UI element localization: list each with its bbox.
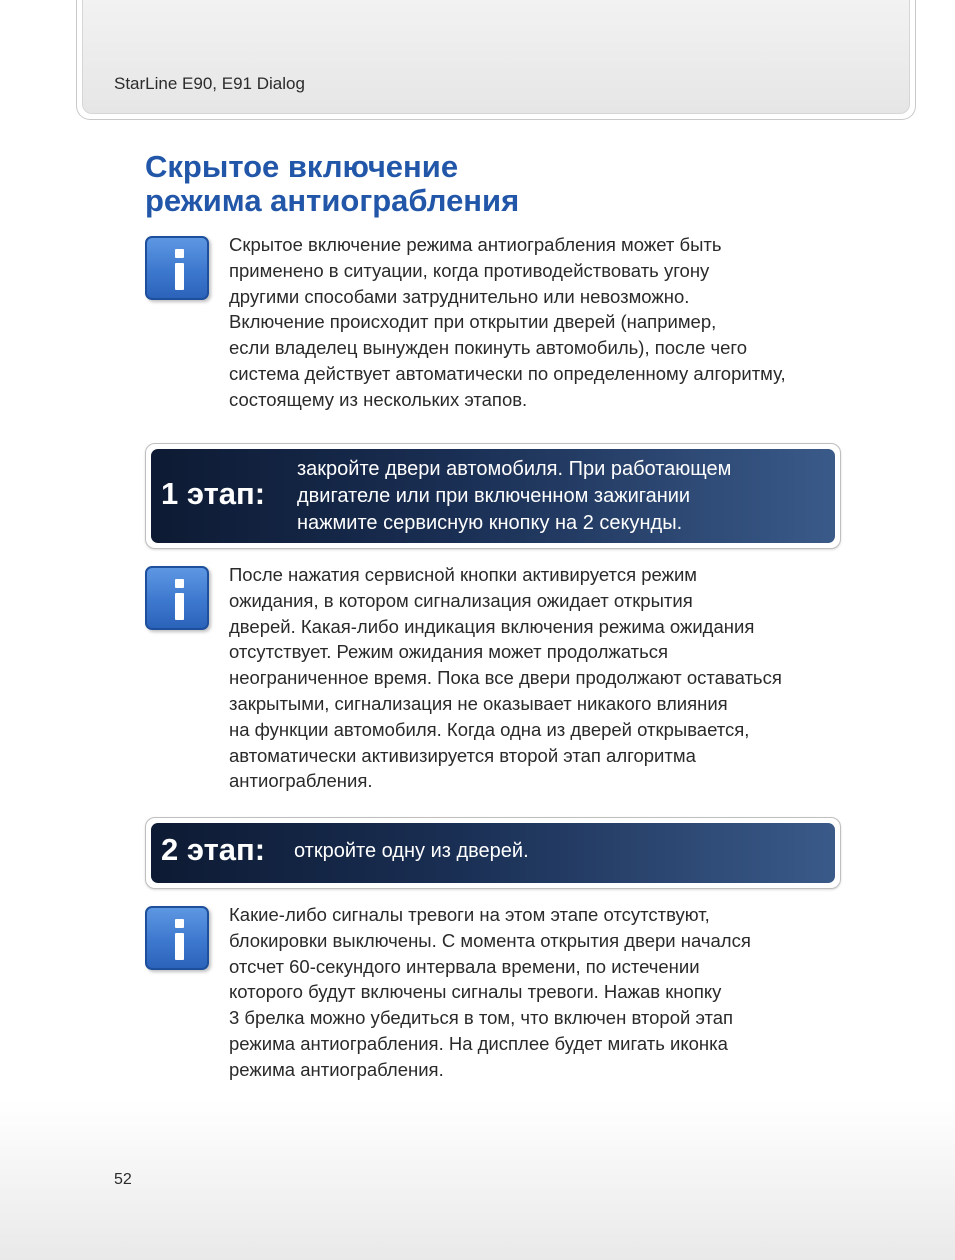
paragraph-line: дверей. Какая-либо индикация включения режима ожидания: [229, 615, 755, 637]
paragraph-line: антиограбления.: [229, 770, 373, 792]
stage-text-line: двигателе или при включенном зажигании: [297, 485, 691, 507]
paragraph-line: После нажатия сервисной кнопки активируется режим: [229, 564, 698, 585]
info-icon: [145, 236, 209, 300]
paragraph-line: которого будут включены сигналы тревоги. Нажав кнопку: [229, 981, 722, 1003]
info-icon: [145, 566, 209, 630]
paragraph-line: закрытыми, сигнализация не оказывает никакого влияния: [229, 692, 728, 714]
paragraph-line: система действует автоматически по определенному алгоритму,: [229, 362, 786, 384]
stage-1-text: [297, 456, 731, 537]
paragraph-line: автоматически активизируется второй этап алгоритма: [229, 744, 696, 766]
header-frame: [76, 0, 916, 120]
stage-1-box: [145, 443, 841, 549]
paragraph-line: отсчет 60-секундого интервала времени, по истечении: [229, 955, 700, 977]
stage-1-label: 1 этап:: [161, 476, 266, 511]
paragraph-line: режима антиограбления. На дисплее будет мигать иконка: [229, 1032, 728, 1054]
paragraph-line: 3 брелка можно убедиться в том, что включен второй этап: [229, 1007, 734, 1029]
page-title-line: Скрытое включение: [145, 149, 459, 184]
paragraph-line: Какие-либо сигналы тревоги на этом этапе отсутствуют,: [229, 904, 710, 925]
page-title-line: режима антиограбления: [145, 183, 520, 218]
paragraph-line: на функции автомобиля. Когда одна из дверей открывается,: [229, 718, 750, 740]
paragraph-line: блокировки выключены. С момента открытия двери начался: [229, 929, 751, 951]
stage-2-box: [145, 817, 841, 889]
info-paragraph: [229, 562, 782, 794]
info-paragraph: [229, 902, 751, 1083]
paragraph-line: состоящему из нескольких этапов.: [229, 388, 528, 410]
paragraph-line: неограниченное время. Пока все двери продолжают оставаться: [229, 667, 782, 689]
stage-2-label: 2 этап:: [161, 832, 266, 867]
paragraph-line: если владелец вынужден покинуть автомобиль), после чего: [229, 337, 748, 359]
bottom-gradient: [0, 1100, 955, 1260]
page-number: 52: [114, 1171, 132, 1188]
header-panel: [82, 0, 910, 114]
paragraph-line: другими способами затруднительно или невозможно.: [229, 285, 690, 307]
info-paragraph: [229, 232, 786, 413]
paragraph-line: применено в ситуации, когда противодействовать угону: [229, 259, 710, 281]
paragraph-line: отсутствует. Режим ожидания может продолжаться: [229, 641, 668, 663]
page-title: [145, 150, 519, 218]
info-icon: [145, 906, 209, 970]
document-title: StarLine E90, E91 Dialog: [114, 74, 305, 93]
paragraph-line: Включение происходит при открытии дверей (например,: [229, 311, 717, 333]
stage-text-line: откройте одну из дверей.: [294, 840, 529, 862]
paragraph-line: ожидания, в котором сигнализация ожидает открытия: [229, 589, 693, 611]
paragraph-line: режима антиограбления.: [229, 1058, 444, 1080]
paragraph-line: Скрытое включение режима антиограбления может быть: [229, 234, 722, 255]
stage-2-text: [294, 838, 529, 865]
stage-text-line: закройте двери автомобиля. При работающем: [297, 458, 732, 480]
stage-text-line: нажмите сервисную кнопку на 2 секунды.: [297, 512, 683, 534]
